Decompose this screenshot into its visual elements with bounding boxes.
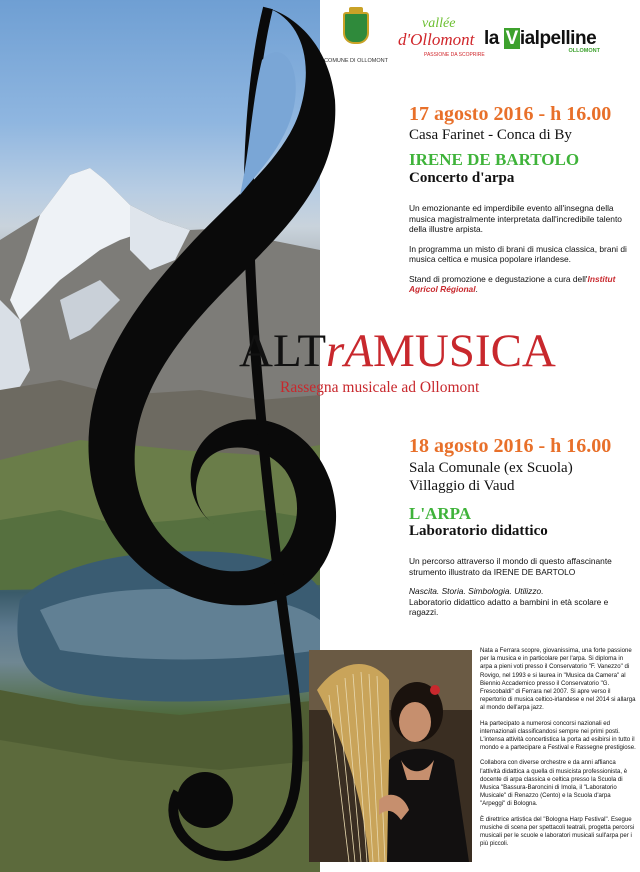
header-logos	[322, 10, 640, 70]
event2-place-line1: Sala Comunale (ex Scuola)	[409, 460, 573, 476]
vialp-rest: ialpelline	[519, 28, 597, 49]
event1-p3-pre: Stand di promozione e degustazione a cura dell'	[409, 273, 588, 284]
vallee-main-text: d'Ollomont	[398, 30, 475, 49]
vialp-pre: la	[484, 28, 499, 49]
comune-label: COMUNE DI OLLOMONT	[324, 58, 388, 64]
coat-of-arms-icon	[343, 12, 369, 44]
vallee-top-text: vallée	[422, 16, 456, 31]
harpist-illustration	[309, 650, 472, 862]
event2-place-line2: Villaggio di Vaud	[409, 478, 515, 494]
event1-description	[409, 203, 631, 304]
vialpelline-wordmark	[484, 28, 624, 50]
event2-description	[409, 556, 631, 627]
event2-keywords: Nascita. Storia. Simbologia. Utilizzo.	[409, 586, 544, 596]
title-ra: rA	[326, 325, 374, 377]
event2-subtitle: Laboratorio didattico	[409, 523, 548, 539]
poster-subtitle: Rassegna musicale ad Ollomont	[280, 379, 480, 396]
title-musica: MUSICA	[373, 325, 556, 377]
event2-p2-text: Laboratorio didattico adatto a bambini in età scolare e ragazzi.	[409, 596, 609, 617]
comune-logo	[324, 12, 388, 64]
event1-paragraph-1: Un emozionante ed imperdibile evento all'insegna della musica magistralmente interpretata dall'incredibile talento della illustre arpista.	[409, 203, 622, 234]
event2-artist: L'ARPA	[409, 504, 472, 523]
event1-place: Casa Farinet - Conca di By	[409, 127, 572, 143]
event2-paragraph-2	[409, 586, 631, 618]
event1-date: 17 agosto 2016 - h 16.00	[409, 103, 612, 125]
poster-title	[239, 326, 556, 376]
event1-subtitle: Concerto d'arpa	[409, 170, 515, 186]
institut-agricol-name: Institut Agricol Régional	[409, 273, 616, 294]
event1-paragraph-2: In programma un misto di brani di musica classica, brani di musica celtica e musica popolare irlandese.	[409, 243, 627, 264]
event1-p3-post: .	[475, 284, 478, 294]
vialp-v: V	[505, 28, 518, 49]
event2-paragraph-1: Un percorso attraverso il mondo di questo affascinante strumento illustrato da IRENE DE BARTOLO	[409, 556, 612, 577]
bio-paragraph-1: Nata a Ferrara scopre, giovanissima, una forte passione per la musica e in particolare per l'arpa. Si diploma in arpa a pieni voti presso il Conservatorio "F. Vanezzo" di Rovigo, nel 1993 e si laurea in "Musica da Camera" al Biennio Accademico presso il Conservatorio "G. Frescobaldi" di Ferrara nel 2007. Si apre verso il repertorio di musica celtico-irlandese e nel 2014 si allarga al mondo dell'arpa jazz.	[480, 647, 636, 712]
harpist-photo	[309, 650, 472, 862]
event1-artist: IRENE DE BARTOLO	[409, 150, 580, 169]
event1-paragraph-3	[409, 274, 631, 295]
title-alt: ALT	[239, 325, 327, 377]
event2-date: 18 agosto 2016 - h 16.00	[409, 435, 612, 457]
vialpelline-sub: OLLOMONT	[568, 48, 600, 54]
vallee-sub-text: PASSIONE DA SCOPRIRE	[424, 52, 485, 58]
bio-paragraph-3: Collabora con diverse orchestre e da anni affianca l'attività didattica a quella di musicista professionista, è docente di arpa classica e celtica presso la Scuola di Musica "Bassura-Baroncini di Imola, il "Laboratorio Musicale" di Renazzo (Cento) e la Scuola d'arpa "Arpeggi" di Bologna.	[480, 759, 628, 808]
artist-biography	[480, 647, 636, 855]
la-vialpelline-logo	[484, 28, 624, 54]
bio-paragraph-2: Ha partecipato a numerosi concorsi nazionali ed internazionali classificandosi sempre nei primi posti. L'intensa attività concertistica la porta ad esibirsi in tutto il mondo e a partecipare a Festival e Rassegne prestigiose.	[480, 719, 636, 752]
bio-paragraph-4: È direttrice artistica del "Bologna Harp Festival". Esegue musiche di scena per spettacoli teatrali, progetta percorsi musicali per le scuole e laboratori musicali sull'arpa per i più piccoli.	[480, 815, 635, 848]
